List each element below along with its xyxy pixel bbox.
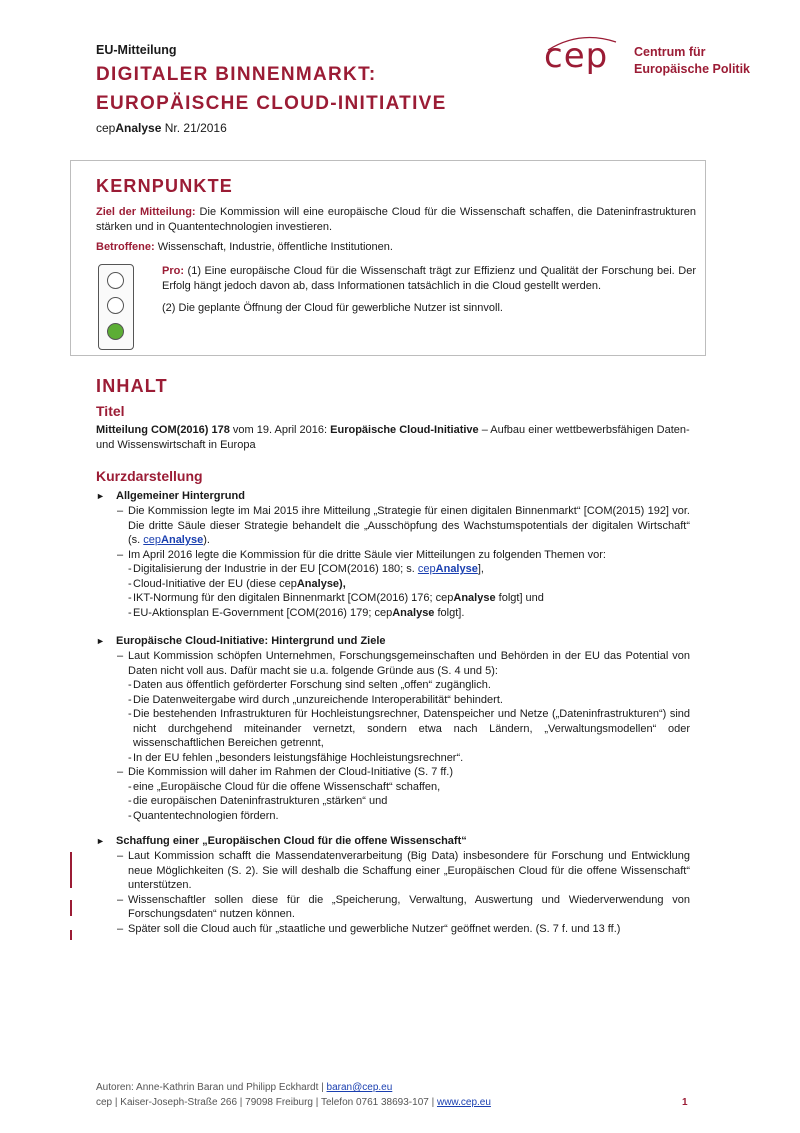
list-item-text: Laut Kommission schöpfen Unternehmen, Forschungsgemeinschaften und Behörden in der EU das Potential von Daten nicht voll aus. Dafür macht sie u.a. folgende Gründe aus (S. 4 und 5): [128,650,690,677]
titel-subtitle: – Aufbau einer wettbewerbsfähigen Daten- und Wissenswirtschaft in Europa [96,424,690,451]
kernpunkte-heading: KERNPUNKTE [96,176,234,196]
traffic-light-yellow-lamp-icon [107,297,124,314]
dash-icon: - [128,693,132,706]
dash-icon: – [117,766,124,778]
footer-address [96,1097,491,1108]
link-prefix: cep [143,534,162,546]
sub-list-item [96,693,690,708]
list-item [96,893,690,922]
dash-icon: - [128,592,132,604]
dash-icon: – [117,505,124,517]
author-email-link[interactable]: baran@cep.eu [326,1082,393,1093]
pro-paragraph-1 [162,264,696,294]
change-bar [70,930,72,940]
dash-icon: – [117,893,124,906]
traffic-light-icon [98,264,134,350]
sub-list-item-end: folgt]. [434,606,465,619]
document-title-line-2: EUROPÄISCHE CLOUD-INITIATIVE [96,93,447,114]
analyse-number [96,121,227,135]
sub-list-item [96,707,690,751]
section-heading-text: Europäische Cloud-Initiative: Hintergrund und Ziele [116,635,386,647]
sub-list-item-text: Daten aus öffentlich geförderter Forschung sind selten „offen“ zugänglich. [133,679,491,691]
document-title-line-1: DIGITALER BINNENMARKT: [96,64,377,85]
sub-list-item [96,591,690,606]
logo-org-line-1: Centrum für [634,45,706,59]
sub-list-item-text: die europäischen Dateninfrastrukturen „stärken“ und [133,795,388,807]
analyse-bold: Analyse [115,121,162,135]
sub-list-item-text: In der EU fehlen „besonders leistungsfähige Hochleistungsrechner“. [133,751,464,764]
sub-list-item [96,809,690,824]
dash-icon: - [128,780,132,793]
sub-list-item [96,751,690,766]
list-item [96,504,690,548]
betroffene-label: Betroffene: [96,241,155,253]
link-bold: Analyse [435,563,478,575]
titel-com-number: Mitteilung COM(2016) 178 [96,424,230,436]
sub-list-item-bold: Analyse [392,606,435,619]
arrow-right-icon: ► [96,491,105,501]
list-item-text: Später soll die Cloud auch für „staatliche und gewerbliche Nutzer“ geöffnet werden. (S. 7 f. und 13 ff.) [128,922,621,935]
ziel-text: Die Kommission will eine europäische Cloud für die Wissenschaft schaffen, die Dateninfrastrukturen stärken und in Quantentechnologien investieren. [96,206,696,233]
logo-org-line-2: Europäische Politik [634,62,751,76]
dash-icon: - [128,708,132,720]
section-allgemeiner-hintergrund [96,489,690,620]
section-cloud-initiative-hintergrund [96,634,690,823]
list-item [96,548,690,563]
dash-icon: - [128,577,132,590]
dash-icon: - [128,679,132,691]
dash-icon: – [117,650,124,662]
change-bar [70,900,72,916]
dash-icon: - [128,795,132,807]
sub-list-item-text: Die Datenweitergabe wird durch „unzureichende Interoperabilität“ behindert. [133,693,503,706]
inhalt-heading: INHALT [96,376,168,396]
arrow-right-icon: ► [96,636,105,646]
ziel-label: Ziel der Mitteilung: [96,206,196,218]
link-bold: Analyse [161,534,204,546]
arrow-right-icon: ► [96,836,105,846]
list-item [96,922,690,937]
section-heading-text: Allgemeiner Hintergrund [116,490,245,502]
betroffene-paragraph [96,240,696,255]
document-type-label: EU-Mitteilung [96,43,177,57]
website-link[interactable]: www.cep.eu [436,1097,491,1108]
sub-list-item [96,678,690,693]
titel-heading: Titel [96,403,125,419]
titel-date: vom 19. April 2016: [229,424,331,436]
sub-list-item-text: EU-Aktionsplan E-Government [COM(2016) 179; cep [133,606,393,619]
footer-authors-text: Autoren: Anne-Kathrin Baran und Philipp Eckhardt | [96,1082,327,1093]
dash-icon: - [128,809,132,822]
cepanalyse-link[interactable] [143,534,203,546]
sub-list-item-text: Quantentechnologien fördern. [133,809,279,822]
sub-list-item-bold: Analyse), [296,577,346,590]
titel-name: Europäische Cloud-Initiative [330,424,479,436]
section-heading-text: Schaffung einer „Europäischen Cloud für die offene Wissenschaft“ [116,835,467,847]
pro-paragraph-2: (2) Die geplante Öffnung der Cloud für gewerbliche Nutzer ist sinnvoll. [162,302,503,314]
cepanalyse-link[interactable] [418,563,478,575]
sub-list-item-text: eine „Europäische Cloud für die offene Wissenschaft“ schaffen, [133,780,441,793]
dash-icon: - [128,563,132,575]
sub-list-item [96,577,690,592]
logo-organisation-name [634,44,750,78]
list-item [96,649,690,678]
sub-list-item-text: IKT-Normung für den digitalen Binnenmarkt [COM(2016) 176; cep [133,592,454,604]
sub-list-item [96,780,690,795]
traffic-light-red-lamp-icon [107,272,124,289]
list-item-text: Die Kommission legte im Mai 2015 ihre Mitteilung „Strategie für einen digitalen Binnenmarkt“ [COM(2015) 192] vor. Die dritte Säule dieser Strategie behandelt die „Ausschöpfung des Wachstumspotentials der digitalen Wirtschaft“ (s. [128,505,690,546]
sub-list-item [96,606,690,621]
sub-list-item-end: ], [477,563,484,575]
dash-icon: – [117,850,124,862]
titel-text [96,423,690,453]
sub-list-item-text: Digitalisierung der Industrie in der EU [COM(2016) 180; s. [133,563,418,575]
sub-list-item-bold: Analyse [453,592,496,604]
cep-logo: cep [544,36,609,76]
section-heading [96,634,690,649]
list-item-text: Die Kommission will daher im Rahmen der Cloud-Initiative (S. 7 ff.) [128,766,454,778]
section-europaeische-cloud [96,834,690,936]
section-heading [96,834,690,849]
list-item-text: Laut Kommission schafft die Massendatenverarbeitung (Big Data) insbesondere für Forschung und Entwicklung neue Möglichkeiten (S. 2). Sie will deshalb die Schaffung einer „Europäischen Cloud für die offene Wissenschaft“ unterstützen. [128,850,690,891]
list-item [96,765,690,780]
sub-list-item-text: Cloud-Initiative der EU (diese cep [133,577,297,590]
betroffene-text: Wissenschaft, Industrie, öffentliche Institutionen. [154,241,393,253]
dash-icon: – [117,548,124,561]
ziel-paragraph [96,205,696,235]
change-bar [70,852,72,888]
traffic-light-green-lamp-icon [107,323,124,340]
dash-icon: – [117,922,124,935]
list-item [96,849,690,893]
analyse-suffix: Nr. 21/2016 [161,121,227,135]
sub-list-item-end: folgt] und [495,592,544,604]
kurzdarstellung-heading: Kurzdarstellung [96,468,203,484]
pro-label: Pro: [162,265,184,277]
sub-list-item [96,794,690,809]
list-item-end: ). [203,534,210,546]
section-heading [96,489,690,504]
link-prefix: cep [417,563,436,575]
page-number: 1 [682,1097,688,1108]
dash-icon: - [128,751,132,764]
footer-authors [96,1082,392,1093]
sub-list-item [96,562,690,577]
footer-address-text: cep | Kaiser-Joseph-Straße 266 | 79098 Freiburg | Telefon 0761 38693-107 | [96,1097,437,1108]
analyse-prefix: cep [96,121,116,135]
list-item-text: Wissenschaftler sollen diese für die „Speicherung, Verwaltung, Auswertung und Wiederverwendung von Forschungsdaten“ nutzen können. [128,893,690,920]
dash-icon: - [128,606,132,619]
sub-list-item-text: Die bestehenden Infrastrukturen für Hochleistungsrechner, Datenspeicher und Netze („Dateninfrastrukturen“) sind nicht durchgehend miteinander vernetzt, sondern etwa nach Ländern, „Verwaltungsmodellen“ oder wissenschaftlichen Bereichen getrennt, [133,708,690,749]
pro-1-text: (1) Eine europäische Cloud für die Wissenschaft trägt zur Effizienz und Qualität der Forschung bei. Der Erfolg hängt jedoch davon ab, dass Informationen tatsächlich in die Cloud gestellt werden. [162,265,696,292]
list-item-text: Im April 2016 legte die Kommission für die dritte Säule vier Mitteilungen zu folgenden Themen vor: [128,548,606,561]
